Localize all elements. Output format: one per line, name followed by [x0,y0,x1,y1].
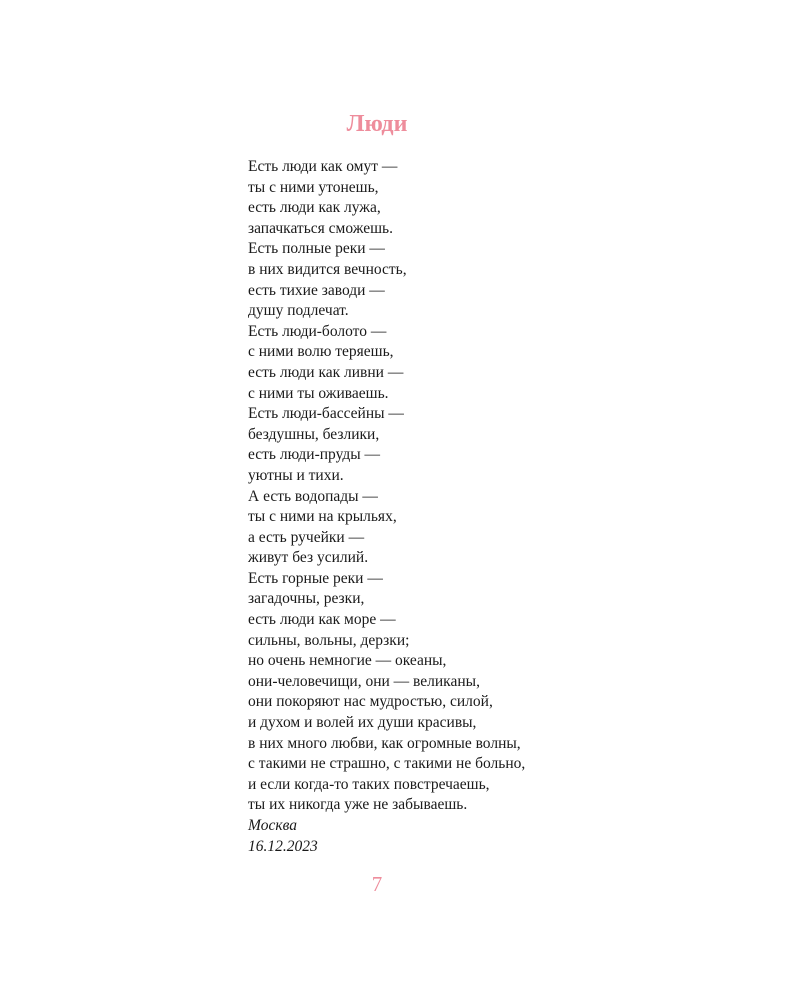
poem-line: Есть горные реки — [248,569,383,587]
poem-line: они-человечищи, они — великаны, [248,672,480,690]
poem-line: уютны и тихи. [248,466,344,484]
poem-line: в них много любви, как огромные волны, [248,734,521,752]
poem-line: с такими не страшно, с такими не больно, [248,755,526,773]
poem-line: загадочны, резки, [248,590,365,608]
poem-line: живут без усилий. [248,549,369,567]
page-number: 7 [371,872,383,896]
poem-body [248,157,525,816]
signature-place: Москва [248,817,297,834]
poem-line: есть люди как лужа, [248,199,381,217]
poem-line: а есть ручейки — [248,528,365,546]
poem-title: Люди [346,111,408,137]
poem-line: ты их никогда уже не забываешь. [248,796,468,814]
poem-line: но очень немногие — океаны, [248,652,447,670]
poem-line: есть люди как ливни — [248,363,404,381]
poem-line: ты с ними на крыльях, [248,508,397,526]
poem-line: в них видится вечность, [248,260,407,278]
poem-line: душу подлечат. [248,302,349,320]
poem-line: они покоряют нас мудростью, силой, [248,693,493,711]
poem-line: и если когда-то таких повстречаешь, [248,775,490,793]
poem-line: Есть люди-болото — [248,322,387,340]
poem-line: и духом и волей их души красивы, [248,714,477,732]
poem-line: Есть люди-бассейны — [248,405,404,423]
signature-block [248,815,318,857]
poem-line: Есть полные реки — [248,240,385,258]
poem-line: ты с ними утонешь, [248,178,379,196]
poem-line: есть люди-пруды — [248,446,381,464]
poem-line: есть люди как море — [248,611,396,629]
signature-date: 16.12.2023 [248,838,318,855]
poem-line: сильны, вольны, дерзки; [248,631,410,649]
poem-line: запачкаться сможешь. [248,219,393,237]
poem-line: А есть водопады — [248,487,378,505]
poem-line: с ними волю теряешь, [248,343,394,361]
poem-line: Есть люди как омут — [248,158,398,175]
poem-line: с ними ты оживаешь. [248,384,389,402]
poem-line: есть тихие заводи — [248,281,385,299]
poem-line: бездушны, безлики, [248,425,380,443]
